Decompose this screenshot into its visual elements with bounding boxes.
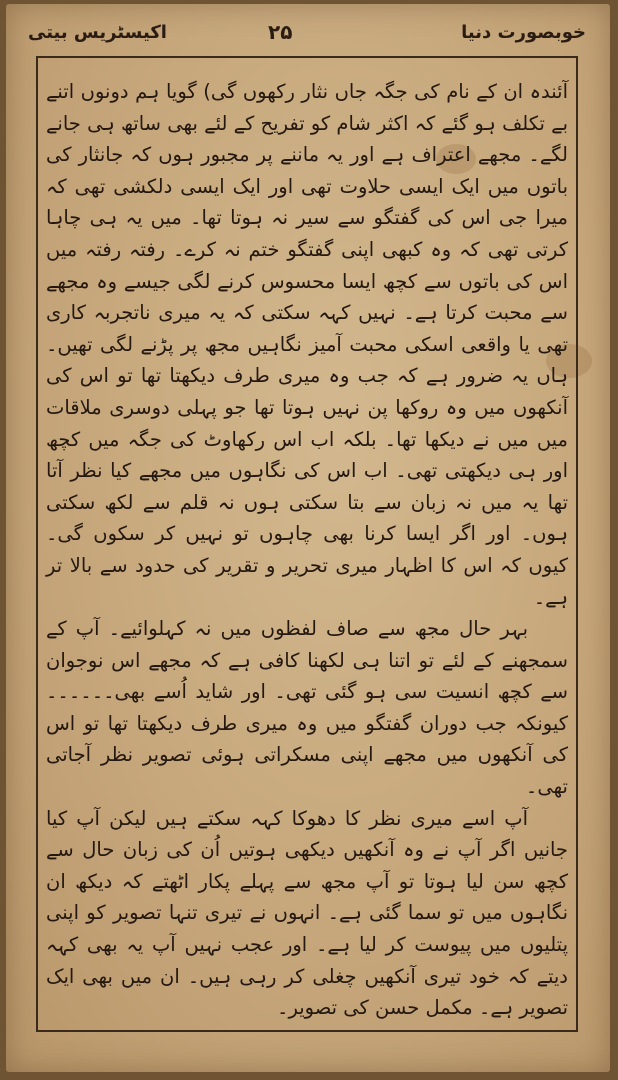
paragraph-2: بہر حال مجھ سے صاف لفظوں میں نہ کہلوائیے۔ آپ کے سمجھنے کے لئے تو اتنا ہی لکھنا کافی ہے کہ مجھے اس نوجوان سے کچھ انسیت سی ہو گئی تھی۔ اور شاید اُسے بھی۔۔۔۔۔۔ کیونکہ جب دوران گفتگو میں وہ میری طرف دیکھتا تھا تو اس کی آنکھوں میں مجھے اپنی مسکراتی ہوئی تصویر نظر آجاتی تھی۔: [46, 617, 568, 799]
text-frame: [36, 56, 578, 1032]
page-header: [28, 18, 586, 50]
body-text: [46, 76, 568, 1024]
page-number: ۲۵: [268, 20, 293, 44]
header-book-title: خوبصورت دنیا: [461, 22, 586, 43]
book-page: [6, 4, 610, 1072]
paragraph-3: آپ اسے میری نظر کا دھوکا کہہ سکتے ہیں لیکن آپ کیا جانیں اگر آپ نے وہ آنکھیں دیکھی ہوتیں اُن کی زبان حال سے کچھ سن لیا ہوتا تو آپ مجھ سے پہلے پکار اٹھتے کہ دیکھ ان نگاہوں میں تو سما گئی ہے۔ انہوں نے تیری تنہا تصویر کو اپنی پتلیوں میں پیوست کر لیا ہے۔ اور عجب نہیں آپ یہ بھی کہہ دیتے کہ خود تیری آنکھیں چغلی کر رہی ہیں۔ ان میں بھی ایک تصویر ہے۔ مکمل حسن کی تصویر۔: [46, 806, 568, 1020]
header-section-title: اکیسٹریس بیتی: [28, 22, 167, 43]
paragraph-1: آئندہ ان کے نام کی جگہ جاں نثار رکھوں گی) گویا ہم دونوں اتنے بے تکلف ہو گئے کہ اکثر شام کو تفریح کے لئے بھی ساتھ ہی جانے لگے۔ مجھے اعتراف ہے اور یہ ماننے پر مجبور ہوں کہ جانثار کی باتوں میں ایک ایسی حلاوت تھی اور ایک ایسی دلکشی تھی کہ میرا جی اس کی گفتگو سے سیر نہ ہوتا تھا۔ میں یہ ہی چاہا کرتی تھی کہ وہ کبھی اپنی گفتگو ختم نہ کرے۔ رفتہ رفتہ میں اس کی باتوں سے کچھ ایسا محسوس کرنے لگی جیسے وہ مجھے سے محبت کرتا ہے۔ نہیں کہہ سکتی کہ یہ میری ناتجربہ کاری تھی یا واقعی اسکی محبت آمیز نگاہیں مجھ پر پڑنے لگی تھیں۔ ہاں یہ ضرور ہے کہ جب وہ میری طرف دیکھتا تھا تو اس کی آنکھوں میں وہ روکھا پن نہیں ہوتا تھا جو پہلی دوسری ملاقات میں میں نے دیکھا تھا۔ بلکہ اب اس رکھاوٹ کی جگہ میں کچھ اور ہی دیکھتی تھی۔ اب اس کی نگاہوں میں مجھے کیا نظر آتا تھا یہ میں نہ زبان سے بتا سکتی ہوں نہ قلم سے لکھ سکتی ہوں۔ اور اگر ایسا کرنا بھی چاہوں تو نہیں کر سکوں گی۔ کیوں کہ اس کا اظہار میری تحریر و تقریر کی حدود سے بالا تر ہے۔: [46, 80, 568, 609]
